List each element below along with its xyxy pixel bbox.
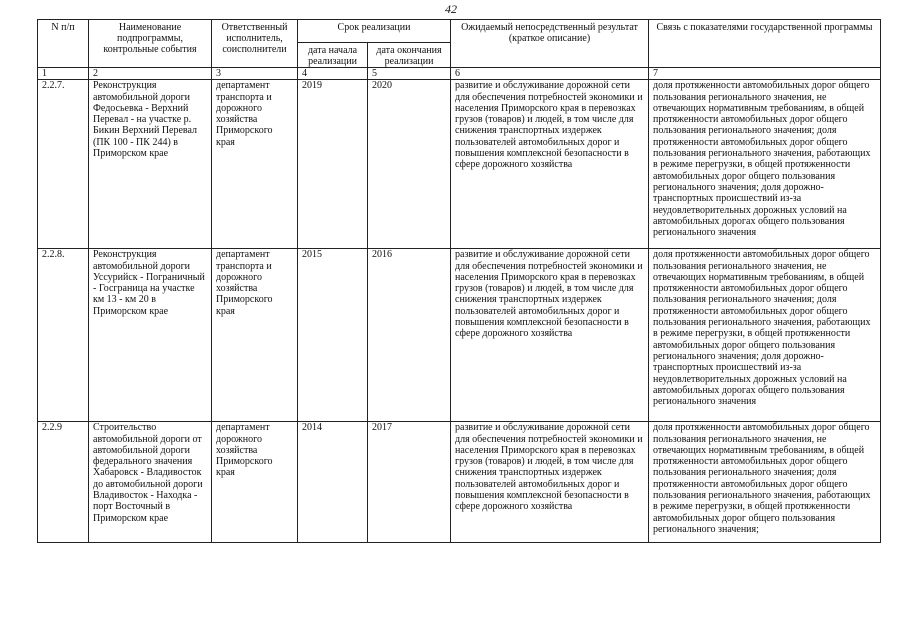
- program-table: [37, 19, 881, 543]
- row-number: 2.2.8.: [38, 249, 89, 422]
- table-row: [38, 249, 881, 422]
- indicator-link: доля протяженности автомобильных дорог общего пользования регионального значения, не отвечающих нормативным требованиям, в общей протяженности автомобильных дорог общего пользования регионального значения; доля протяженности автомобильных дорог общего пользования регионального значения, работающих в режиме перегрузки, в общей протяженности автомобильных дорог общего пользования регионального значения;: [649, 422, 881, 543]
- header-end: дата окончания реализации: [368, 43, 451, 68]
- row-number: 2.2.9: [38, 422, 89, 543]
- header-link: Связь с показателями государственной программы: [649, 20, 881, 68]
- header-num: N п/п: [38, 20, 89, 68]
- header-start: дата начала реализации: [298, 43, 368, 68]
- start-year: 2014: [298, 422, 368, 543]
- end-year: 2016: [368, 249, 451, 422]
- column-number: 1: [38, 68, 89, 80]
- header-responsible: Ответственный исполнитель, соисполнители: [212, 20, 298, 68]
- event-name: Реконструкция автомобильной дороги Уссурийск - Пограничный - Госграница на участке км 13 - км 20 в Приморском крае: [89, 249, 212, 422]
- header-period: Срок реализации: [298, 20, 451, 43]
- column-number: 5: [368, 68, 451, 80]
- expected-result: развитие и обслуживание дорожной сети для обеспечения потребностей экономики и населения Приморского края в перевозках грузов (товаров) и людей, в том числе для снижения транспортных издержек пользователей автомобильных дорог и повышения комплексной безопасности в сфере дорожного хозяйства: [451, 249, 649, 422]
- responsible-executor: департамент дорожного хозяйства Приморского края: [212, 422, 298, 543]
- page-number: 42: [445, 2, 457, 16]
- responsible-executor: департамент транспорта и дорожного хозяйства Приморского края: [212, 80, 298, 249]
- responsible-executor: департамент транспорта и дорожного хозяйства Приморского края: [212, 249, 298, 422]
- start-year: 2019: [298, 80, 368, 249]
- expected-result: развитие и обслуживание дорожной сети для обеспечения потребностей экономики и населения Приморского края в перевозках грузов (товаров) и людей, в том числе для снижения транспортных издержек пользователей автомобильных дорог и повышения комплексной безопасности в сфере дорожного хозяйства: [451, 80, 649, 249]
- column-number: 4: [298, 68, 368, 80]
- end-year: 2020: [368, 80, 451, 249]
- indicator-link: доля протяженности автомобильных дорог общего пользования регионального значения, не отвечающих нормативным требованиям, в общей протяженности автомобильных дорог общего пользования регионального значения; доля протяженности автомобильных дорог общего пользования регионального значения, работающих в режиме перегрузки, в общей протяженности автомобильных дорог общего пользования регионального значения; доля дорожно-транспортных происшествий из-за неудовлетворительных дорожных условий на автомобильных дорогах общего пользования регионального значения: [649, 80, 881, 249]
- end-year: 2017: [368, 422, 451, 543]
- column-number: 6: [451, 68, 649, 80]
- start-year: 2015: [298, 249, 368, 422]
- expected-result: развитие и обслуживание дорожной сети для обеспечения потребностей экономики и населения Приморского края в перевозках грузов (товаров) и людей, в том числе для снижения транспортных издержек пользователей автомобильных дорог и повышения комплексной безопасности в сфере дорожного хозяйства: [451, 422, 649, 543]
- header-result: Ожидаемый непосредственный результат (краткое описание): [451, 20, 649, 68]
- table-row: [38, 422, 881, 543]
- table-row: [38, 80, 881, 249]
- column-number: 2: [89, 68, 212, 80]
- column-number: 3: [212, 68, 298, 80]
- event-name: Строительство автомобильной дороги от автомобильной дороги федерального значения Хабаровск - Владивосток до автомобильной дороги Владивосток - Находка - порт Восточный в Приморском крае: [89, 422, 212, 543]
- header-name: Наименование подпрограммы, контрольные события: [89, 20, 212, 68]
- column-number: 7: [649, 68, 881, 80]
- row-number: 2.2.7.: [38, 80, 89, 249]
- indicator-link: доля протяженности автомобильных дорог общего пользования регионального значения, не отвечающих нормативным требованиям, в общей протяженности автомобильных дорог общего пользования регионального значения; доля протяженности автомобильных дорог общего пользования регионального значения, работающих в режиме перегрузки, в общей протяженности автомобильных дорог общего пользования регионального значения; доля дорожно-транспортных происшествий из-за неудовлетворительных дорожных условий на автомобильных дорогах общего пользования регионального значения: [649, 249, 881, 422]
- event-name: Реконструкция автомобильной дороги Федосьевка - Верхний Перевал - на участке р. Бикин Верхний Перевал (ПК 100 - ПК 244) в Приморском крае: [89, 80, 212, 249]
